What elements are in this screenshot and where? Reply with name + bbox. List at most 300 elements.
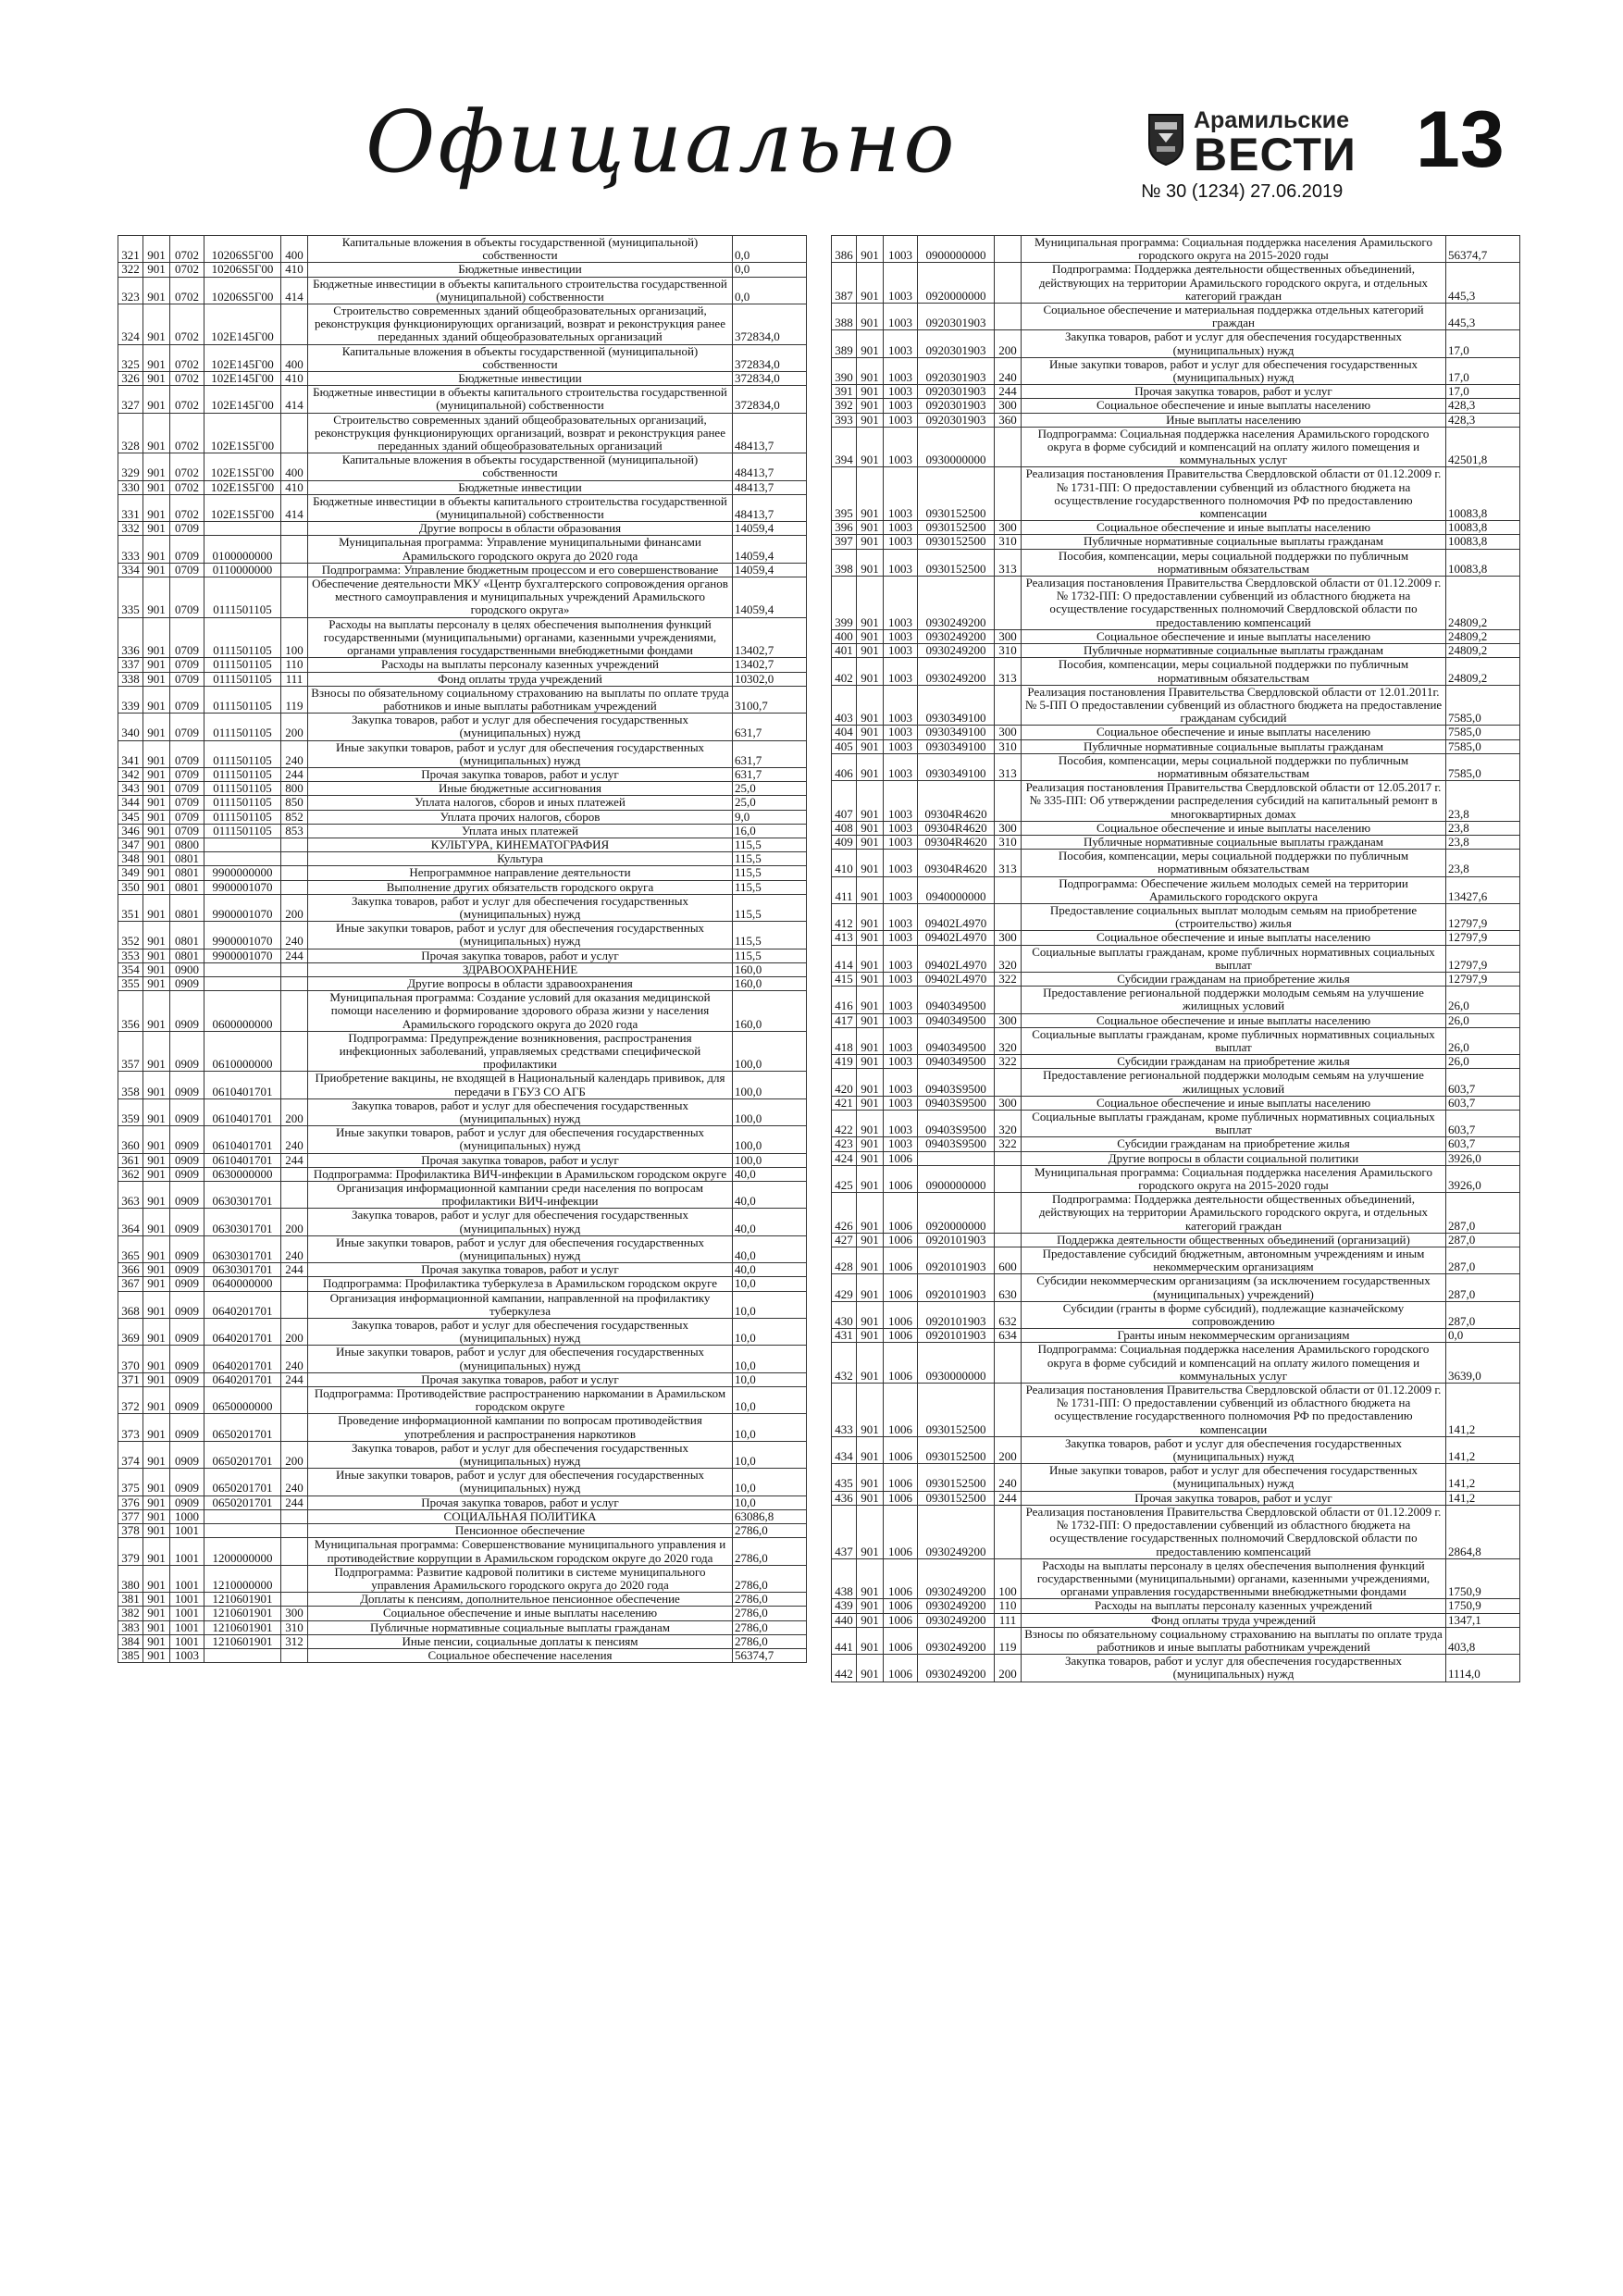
- section-code: 1003: [884, 945, 918, 972]
- row-description: Социальные выплаты гражданам, кроме публичных нормативных социальных выплат: [1022, 1111, 1446, 1137]
- ministry-code: 901: [857, 1329, 884, 1343]
- target-code: 1210601901: [204, 1620, 281, 1634]
- row-number: 335: [118, 577, 143, 618]
- section-code: 0909: [170, 1414, 204, 1441]
- target-code: 0930152500: [918, 467, 995, 521]
- row-amount: 10,0: [733, 1372, 807, 1386]
- expense-type-code: [281, 536, 308, 563]
- row-description: Другие вопросы в области образования: [308, 522, 733, 536]
- target-code: 0920301903: [918, 413, 995, 427]
- target-code: 0640201701: [204, 1319, 281, 1346]
- ministry-code: 901: [143, 494, 170, 521]
- row-amount: 42501,8: [1446, 427, 1520, 467]
- row-amount: 603,7: [1446, 1111, 1520, 1137]
- row-number: 375: [118, 1469, 143, 1496]
- table-row: [118, 838, 807, 851]
- row-amount: 23,8: [1446, 781, 1520, 822]
- ministry-code: 901: [143, 1291, 170, 1318]
- section-code: 0909: [170, 1469, 204, 1496]
- row-amount: 287,0: [1446, 1193, 1520, 1234]
- target-code: 09304R4620: [918, 835, 995, 849]
- ministry-code: 901: [857, 304, 884, 330]
- section-code: 0909: [170, 976, 204, 990]
- expense-type-code: 244: [281, 1153, 308, 1167]
- row-number: 436: [832, 1491, 857, 1505]
- table-row: [118, 880, 807, 894]
- ministry-code: 901: [143, 236, 170, 263]
- expense-type-code: [995, 1233, 1022, 1247]
- row-number: 384: [118, 1634, 143, 1648]
- section-code: 0801: [170, 852, 204, 866]
- section-code: 1003: [884, 236, 918, 263]
- row-description: Другие вопросы в области здравоохранения: [308, 976, 733, 990]
- ministry-code: 901: [143, 1209, 170, 1235]
- table-row: [118, 263, 807, 277]
- row-amount: 24809,2: [1446, 577, 1520, 630]
- expense-type-code: 410: [281, 480, 308, 494]
- row-description: Прочая закупка товаров, работ и услуг: [308, 767, 733, 781]
- row-amount: 25,0: [733, 796, 807, 810]
- ministry-code: 901: [857, 1505, 884, 1558]
- ministry-code: 901: [143, 1565, 170, 1592]
- ministry-code: 901: [143, 880, 170, 894]
- expense-type-code: 240: [281, 1235, 308, 1262]
- section-code: 1001: [170, 1620, 204, 1634]
- table-row: [118, 672, 807, 686]
- section-code: 1003: [884, 987, 918, 1013]
- row-description: Капитальные вложения в объекты государственной (муниципальной) собственности: [308, 453, 733, 480]
- expense-type-code: 119: [281, 686, 308, 713]
- row-number: 370: [118, 1346, 143, 1372]
- row-description: Закупка товаров, работ и услуг для обеспечения государственных (муниципальных) нужд: [308, 1209, 733, 1235]
- expense-type-code: [281, 1167, 308, 1181]
- row-number: 351: [118, 894, 143, 921]
- ministry-code: 901: [143, 767, 170, 781]
- row-description: Строительство современных зданий общеобразовательных организаций, реконструкция функционирующих организаций, возврат и реконструкция ранее переданных зданий общеобразовательных организаций: [308, 413, 733, 453]
- target-code: 0900000000: [918, 1165, 995, 1192]
- expense-type-code: 300: [995, 521, 1022, 535]
- row-amount: 428,3: [1446, 413, 1520, 427]
- target-code: [918, 1151, 995, 1165]
- expense-type-code: 313: [995, 658, 1022, 685]
- section-code: 1003: [170, 1648, 204, 1662]
- row-amount: 10,0: [733, 1496, 807, 1509]
- row-number: 405: [832, 739, 857, 753]
- row-number: 406: [832, 753, 857, 780]
- table-row: [832, 644, 1520, 658]
- table-row: [832, 330, 1520, 357]
- row-description: Реализация постановления Правительства Свердловской области от 12.01.2011г. № 5-ПП О предоставлении субвенций из областного бюджета на предоставление гражданам субсидий: [1022, 685, 1446, 726]
- row-description: Социальные выплаты гражданам, кроме публичных нормативных социальных выплат: [1022, 945, 1446, 972]
- row-amount: 10,0: [733, 1319, 807, 1346]
- expense-type-code: [995, 1505, 1022, 1558]
- section-code: 0909: [170, 1235, 204, 1262]
- section-code: 1006: [884, 1329, 918, 1343]
- row-description: Реализация постановления Правительства Свердловской области от 12.05.2017 г. № 335-ПП: Об утверждении распределения субсидий на капитальный ремонт в многоквартирных домах: [1022, 781, 1446, 822]
- row-description: Расходы на выплаты персоналу в целях обеспечения выполнения функций государственными (муниципальными) органами, казенными учреждениями, органами управления государственными внебюджетными фондами: [308, 617, 733, 658]
- section-code: 1006: [884, 1655, 918, 1682]
- row-amount: 40,0: [733, 1182, 807, 1209]
- row-description: Выполнение других обязательств городского округа: [308, 880, 733, 894]
- row-number: 345: [118, 810, 143, 824]
- table-row: [118, 617, 807, 658]
- row-number: 391: [832, 385, 857, 399]
- expense-type-code: 200: [281, 1441, 308, 1468]
- ministry-code: 901: [857, 903, 884, 930]
- ministry-code: 901: [857, 1491, 884, 1505]
- section-code: 1003: [884, 467, 918, 521]
- target-code: 0650201701: [204, 1496, 281, 1509]
- target-code: [204, 852, 281, 866]
- row-amount: 115,5: [733, 880, 807, 894]
- expense-type-code: [995, 1151, 1022, 1165]
- table-row: [832, 739, 1520, 753]
- row-amount: 7585,0: [1446, 685, 1520, 726]
- target-code: 0100000000: [204, 536, 281, 563]
- row-description: Приобретение вакцины, не входящей в Национальный календарь прививок, для передачи в ГБУЗ СО АГБ: [308, 1072, 733, 1098]
- table-row: [118, 494, 807, 521]
- row-description: Субсидии (гранты в форме субсидий), подлежащие казначейскому сопровождению: [1022, 1301, 1446, 1328]
- ministry-code: 901: [143, 386, 170, 413]
- row-number: 407: [832, 781, 857, 822]
- row-number: 388: [832, 304, 857, 330]
- section-code: 1003: [884, 577, 918, 630]
- section-code: 1006: [884, 1599, 918, 1613]
- row-description: Прочая закупка товаров, работ и услуг: [308, 1153, 733, 1167]
- target-code: 0930152500: [918, 521, 995, 535]
- row-number: 400: [832, 629, 857, 643]
- row-description: Прочая закупка товаров, работ и услуг: [308, 949, 733, 962]
- row-description: Закупка товаров, работ и услуг для обеспечения государственных (муниципальных) нужд: [1022, 1436, 1446, 1463]
- ministry-code: 901: [857, 236, 884, 263]
- ministry-code: 901: [857, 850, 884, 876]
- row-number: 374: [118, 1441, 143, 1468]
- table-row: [118, 386, 807, 413]
- row-number: 363: [118, 1182, 143, 1209]
- ministry-code: 901: [143, 810, 170, 824]
- expense-type-code: 360: [995, 413, 1022, 427]
- ministry-code: 901: [857, 549, 884, 576]
- target-code: 102E145Г00: [204, 304, 281, 345]
- ministry-code: 901: [143, 1319, 170, 1346]
- row-number: 369: [118, 1319, 143, 1346]
- section-code: 0702: [170, 304, 204, 345]
- row-amount: 2786,0: [733, 1593, 807, 1607]
- ministry-code: 901: [143, 480, 170, 494]
- row-amount: 115,5: [733, 894, 807, 921]
- expense-type-code: 240: [281, 922, 308, 949]
- row-amount: 631,7: [733, 740, 807, 767]
- row-number: 371: [118, 1372, 143, 1386]
- row-description: Публичные нормативные социальные выплаты гражданам: [1022, 535, 1446, 549]
- ministry-code: 901: [857, 1096, 884, 1110]
- section-code: 1006: [884, 1343, 918, 1384]
- expense-type-code: [995, 685, 1022, 726]
- expense-type-code: 240: [281, 1346, 308, 1372]
- ministry-code: 901: [143, 536, 170, 563]
- row-amount: 17,0: [1446, 357, 1520, 384]
- row-amount: 141,2: [1446, 1384, 1520, 1437]
- row-description: Расходы на выплаты персоналу казенных учреждений: [1022, 1599, 1446, 1613]
- row-description: Реализация постановления Правительства Свердловской области от 01.12.2009 г. № 1731-ПП: О предоставлении субвенций из областного бюджета на осуществление государственного полномочия РФ по предоставлению компенсации: [1022, 467, 1446, 521]
- row-description: Иные закупки товаров, работ и услуг для обеспечения государственных (муниципальных) нужд: [308, 1346, 733, 1372]
- row-number: 395: [832, 467, 857, 521]
- row-amount: 7585,0: [1446, 726, 1520, 739]
- row-description: ЗДРАВООХРАНЕНИЕ: [308, 962, 733, 976]
- row-number: 397: [832, 535, 857, 549]
- target-code: 0111501105: [204, 686, 281, 713]
- row-number: 434: [832, 1436, 857, 1463]
- target-code: 0111501105: [204, 796, 281, 810]
- row-amount: 25,0: [733, 782, 807, 796]
- table-row: [118, 344, 807, 371]
- section-code: 1003: [884, 535, 918, 549]
- expense-type-code: [995, 1384, 1022, 1437]
- target-code: 1210601901: [204, 1593, 281, 1607]
- section-code: 0801: [170, 949, 204, 962]
- section-code: 1006: [884, 1384, 918, 1437]
- expense-type-code: 100: [281, 617, 308, 658]
- ministry-code: 901: [857, 427, 884, 467]
- row-number: 430: [832, 1301, 857, 1328]
- row-number: 399: [832, 577, 857, 630]
- section-code: 0709: [170, 810, 204, 824]
- expense-type-code: [281, 1593, 308, 1607]
- table-row: [832, 1233, 1520, 1247]
- section-code: 1003: [884, 549, 918, 576]
- ministry-code: 901: [857, 821, 884, 835]
- row-amount: 2786,0: [733, 1607, 807, 1620]
- table-row: [118, 536, 807, 563]
- row-number: 350: [118, 880, 143, 894]
- row-description: Капитальные вложения в объекты государственной (муниципальной) собственности: [308, 344, 733, 371]
- target-code: 0940349500: [918, 1055, 995, 1069]
- table-row: [832, 972, 1520, 986]
- row-description: Публичные нормативные социальные выплаты гражданам: [1022, 835, 1446, 849]
- row-amount: 40,0: [733, 1263, 807, 1277]
- table-row: [118, 1182, 807, 1209]
- table-row: [832, 781, 1520, 822]
- ministry-code: 901: [143, 824, 170, 838]
- expense-type-code: 244: [281, 1496, 308, 1509]
- table-row: [118, 962, 807, 976]
- row-amount: 100,0: [733, 1072, 807, 1098]
- row-description: Уплата иных платежей: [308, 824, 733, 838]
- section-code: 0709: [170, 767, 204, 781]
- row-amount: 372834,0: [733, 372, 807, 386]
- expense-type-code: 414: [281, 386, 308, 413]
- row-description: Другие вопросы в области социальной политики: [1022, 1151, 1446, 1165]
- expense-type-code: 310: [995, 835, 1022, 849]
- target-code: 102E145Г00: [204, 372, 281, 386]
- row-amount: 603,7: [1446, 1096, 1520, 1110]
- table-row: [832, 521, 1520, 535]
- section-code: 1003: [884, 521, 918, 535]
- expense-type-code: 111: [281, 672, 308, 686]
- target-code: 0111501105: [204, 714, 281, 740]
- expense-type-code: [995, 263, 1022, 304]
- ministry-code: 901: [143, 1372, 170, 1386]
- row-number: 416: [832, 987, 857, 1013]
- ministry-code: 901: [857, 1301, 884, 1328]
- expense-type-code: 244: [281, 767, 308, 781]
- table-row: [832, 945, 1520, 972]
- row-amount: 603,7: [1446, 1137, 1520, 1151]
- table-row: [118, 1277, 807, 1291]
- row-number: 423: [832, 1137, 857, 1151]
- ministry-code: 901: [143, 962, 170, 976]
- target-code: 0920301903: [918, 385, 995, 399]
- row-amount: 0,0: [733, 277, 807, 304]
- target-code: 0640201701: [204, 1346, 281, 1372]
- row-description: Непрограммное направление деятельности: [308, 866, 733, 880]
- section-code: 0801: [170, 866, 204, 880]
- target-code: 0920101903: [918, 1329, 995, 1343]
- expense-type-code: 244: [995, 1491, 1022, 1505]
- row-number: 385: [118, 1648, 143, 1662]
- row-number: 438: [832, 1558, 857, 1599]
- row-amount: 2786,0: [733, 1620, 807, 1634]
- table-row: [118, 1235, 807, 1262]
- table-row: [118, 922, 807, 949]
- section-code: 1006: [884, 1247, 918, 1274]
- row-description: Подпрограмма: Предупреждение возникновения, распространения инфекционных заболеваний, управляемых средствами специфической профилактики: [308, 1031, 733, 1072]
- expense-type-code: [281, 838, 308, 851]
- row-description: Субсидии некоммерческим организациям (за исключением государственных (муниципальных) учреждений): [1022, 1274, 1446, 1301]
- row-description: Закупка товаров, работ и услуг для обеспечения государственных (муниципальных) нужд: [308, 1098, 733, 1125]
- row-number: 392: [832, 399, 857, 413]
- ministry-code: 901: [857, 385, 884, 399]
- section-code: 1003: [884, 357, 918, 384]
- row-number: 411: [832, 876, 857, 903]
- section-code: 0702: [170, 277, 204, 304]
- expense-type-code: [281, 1277, 308, 1291]
- row-description: Культура: [308, 852, 733, 866]
- ministry-code: 901: [143, 1441, 170, 1468]
- row-number: 343: [118, 782, 143, 796]
- row-number: 409: [832, 835, 857, 849]
- section-code: 1003: [884, 835, 918, 849]
- target-code: 0610401701: [204, 1153, 281, 1167]
- row-amount: 372834,0: [733, 344, 807, 371]
- row-amount: 10,0: [733, 1277, 807, 1291]
- target-code: 0930152500: [918, 1384, 995, 1437]
- row-number: 380: [118, 1565, 143, 1592]
- target-code: 0900000000: [918, 236, 995, 263]
- expense-type-code: 320: [995, 1111, 1022, 1137]
- row-description: Подпрограмма: Профилактика ВИЧ-инфекции в Арамильском городском округе: [308, 1167, 733, 1181]
- row-description: Социальное обеспечение населения: [308, 1648, 733, 1662]
- expense-type-code: [995, 903, 1022, 930]
- row-description: Проведение информационной кампании по вопросам противодействия употребления и распространения наркотиков: [308, 1414, 733, 1441]
- ministry-code: 901: [143, 1648, 170, 1662]
- row-amount: 10083,8: [1446, 535, 1520, 549]
- ministry-code: 901: [857, 357, 884, 384]
- row-amount: 10,0: [733, 1291, 807, 1318]
- ministry-code: 901: [857, 1655, 884, 1682]
- table-row: [832, 1027, 1520, 1054]
- expense-type-code: 244: [995, 385, 1022, 399]
- ministry-code: 901: [143, 277, 170, 304]
- row-description: Иные закупки товаров, работ и услуг для обеспечения государственных (муниципальных) нужд: [308, 1469, 733, 1496]
- row-description: Прочая закупка товаров, работ и услуг: [308, 1263, 733, 1277]
- ministry-code: 901: [143, 686, 170, 713]
- row-amount: 403,8: [1446, 1627, 1520, 1654]
- expense-type-code: 313: [995, 850, 1022, 876]
- row-number: 390: [832, 357, 857, 384]
- section-code: 1003: [884, 413, 918, 427]
- row-number: 358: [118, 1072, 143, 1098]
- row-amount: 287,0: [1446, 1274, 1520, 1301]
- row-description: СОЦИАЛЬНАЯ ПОЛИТИКА: [308, 1509, 733, 1523]
- target-code: 0630000000: [204, 1167, 281, 1181]
- table-row: [118, 1441, 807, 1468]
- ministry-code: 901: [857, 413, 884, 427]
- row-amount: 23,8: [1446, 821, 1520, 835]
- row-description: Иные закупки товаров, работ и услуг для обеспечения государственных (муниципальных) нужд: [308, 1126, 733, 1153]
- expense-type-code: 244: [281, 1263, 308, 1277]
- section-code: 0709: [170, 714, 204, 740]
- row-amount: 445,3: [1446, 304, 1520, 330]
- row-amount: 603,7: [1446, 1069, 1520, 1096]
- target-code: 0940349500: [918, 987, 995, 1013]
- table-row: [118, 740, 807, 767]
- table-row: [118, 1372, 807, 1386]
- target-code: [204, 522, 281, 536]
- table-row: [832, 1599, 1520, 1613]
- row-description: Предоставление региональной поддержки молодым семьям на улучшение жилищных условий: [1022, 1069, 1446, 1096]
- section-code: 0909: [170, 1291, 204, 1318]
- target-code: 9900001070: [204, 894, 281, 921]
- expense-type-code: 240: [281, 740, 308, 767]
- ministry-code: 901: [143, 1620, 170, 1634]
- target-code: [204, 962, 281, 976]
- row-amount: 0,0: [733, 236, 807, 263]
- ministry-code: 901: [857, 876, 884, 903]
- row-amount: 7585,0: [1446, 753, 1520, 780]
- section-code: 0909: [170, 1126, 204, 1153]
- row-number: 342: [118, 767, 143, 781]
- table-row: [118, 782, 807, 796]
- ministry-code: 901: [143, 1072, 170, 1098]
- row-amount: 10,0: [733, 1414, 807, 1441]
- row-amount: 9,0: [733, 810, 807, 824]
- row-description: Публичные нормативные социальные выплаты гражданам: [1022, 644, 1446, 658]
- expense-type-code: 322: [995, 972, 1022, 986]
- section-code: 0909: [170, 1263, 204, 1277]
- target-code: 0111501105: [204, 577, 281, 618]
- target-code: 0610401701: [204, 1072, 281, 1098]
- expense-type-code: [995, 1193, 1022, 1234]
- table-row: [118, 453, 807, 480]
- table-row: [118, 1072, 807, 1098]
- section-code: 1006: [884, 1301, 918, 1328]
- newspaper-logo: [1146, 104, 1368, 178]
- table-row: [118, 1620, 807, 1634]
- row-amount: 24809,2: [1446, 629, 1520, 643]
- row-description: Уплата прочих налогов, сборов: [308, 810, 733, 824]
- target-code: 09304R4620: [918, 781, 995, 822]
- table-row: [832, 1613, 1520, 1627]
- table-row: [118, 1319, 807, 1346]
- ministry-code: 901: [857, 644, 884, 658]
- row-number: 442: [832, 1655, 857, 1682]
- expense-type-code: 600: [995, 1247, 1022, 1274]
- section-code: 0900: [170, 962, 204, 976]
- section-code: 0702: [170, 386, 204, 413]
- row-description: Иные закупки товаров, работ и услуг для обеспечения государственных (муниципальных) нужд: [308, 922, 733, 949]
- ministry-code: 901: [143, 372, 170, 386]
